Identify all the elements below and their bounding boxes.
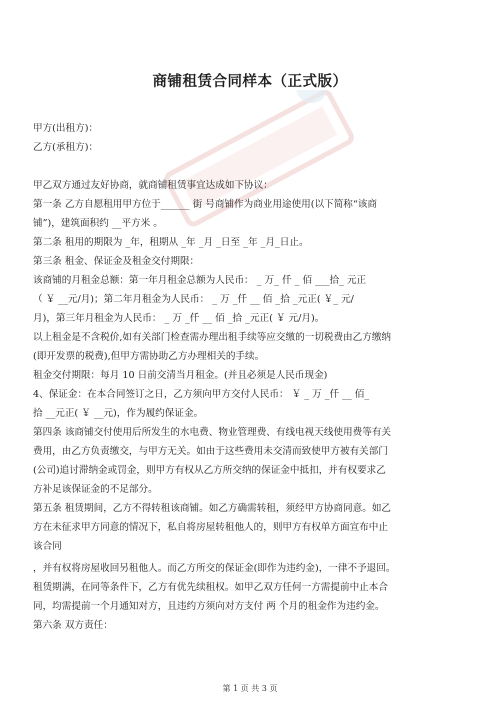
body-line: ，并有权将房屋收回另租他人。而乙方所交的保证金(即作为违约金)，一律不予退回。 (33, 563, 396, 574)
body-line: 第六条 双方责任： (33, 620, 113, 631)
body-line: 以上租金是不含税价,如有关部门检查需办理出租手续等应交缴的一切税费由乙方缴纳 (33, 332, 392, 343)
body-line: 月)，第三年月租金为人民币： _ 万 _仟 __ 佰 _拾 _元正( ￥ 元/月)。 (33, 313, 325, 324)
body-line: 第二条 租用的期限为 _年，租期从 _年 _月 _日至 _年 _月_日止。 (33, 237, 309, 248)
body-line: (即开发票的税费),但甲方需协助乙方办理相关的手续。 (33, 351, 265, 362)
body-line: 费用，由乙方负责缴交，与甲方无关。如由于这些费用未交清而致使甲方被有关部门 (33, 446, 388, 457)
body-line: 方补足该保证金的不足部分。 (33, 484, 158, 495)
body-line: (公司)追讨滞纳金或罚金，则甲方有权从乙方所交纳的保证金中抵扣，并有权要求乙 (33, 465, 386, 476)
body-line: 方在未征求甲方同意的情况下，私自将房屋转租他人的，则甲方有权单方面宣布中止 (33, 522, 388, 533)
body-line: 第一条 乙方自愿租用甲方位于______ 街 号商铺作为商业用途使用(以下简称“该商 (33, 199, 377, 210)
page-footer: 第 1 页 共 3 页 (222, 684, 278, 693)
body-line: 第五条 租赁期间，乙方不得转租该商铺。如乙方确需转租，须经甲方协商同意。如乙 (33, 503, 392, 514)
body-line: 铺”)，建筑面积约 __平方米 。 (33, 218, 163, 229)
body-line: 租赁期满，在同等条件下，乙方有优先续租权。如甲乙双方任何一方需提前中止本合 (33, 582, 388, 593)
body-line: 同，均需提前一个月通知对方，且违约方须向对方支付 两 个月的租金作为违约金。 (33, 601, 385, 612)
party-b-line: 乙方(承租方)： (33, 142, 99, 153)
body-line: 拾 __元正( ￥ __元)，作为履约保证金。 (33, 408, 204, 419)
body-line: 4、保证金：在本合同签订之日，乙方须向甲方交付人民币： ￥ _ 万 _仟 __ 佰_ (33, 389, 370, 400)
body-line: 该商铺的月租金总额：第一年月租金总额为人民币： _ 万_ 仟 _ 佰 ___拾_ 元正 (33, 275, 367, 286)
party-a-line: 甲方(出租方)： (33, 123, 99, 134)
body-line: 第三条 租金、保证金及租金交付期限： (33, 256, 200, 267)
body-line: 第四条 该商铺交付使用后所发生的水电费、物业管理费、有线电视天线使用费等有关 (33, 427, 392, 438)
document-title: 商铺租赁合同样本（正式版） (152, 74, 348, 90)
body-line: 该合同 (33, 541, 62, 552)
body-line: 租金交付期限：每月 10 日前交清当月租金。(并且必须是人民币现金) (33, 370, 328, 381)
body-line: 甲乙双方通过友好协商，就商铺租赁事宜达成如下协议： (33, 180, 273, 191)
body-line: （ ￥ __元/月)；第二年月租金为人民币： _ 万 _仟 __ 佰 _拾 _元正( ￥_ 元/ (33, 294, 354, 305)
